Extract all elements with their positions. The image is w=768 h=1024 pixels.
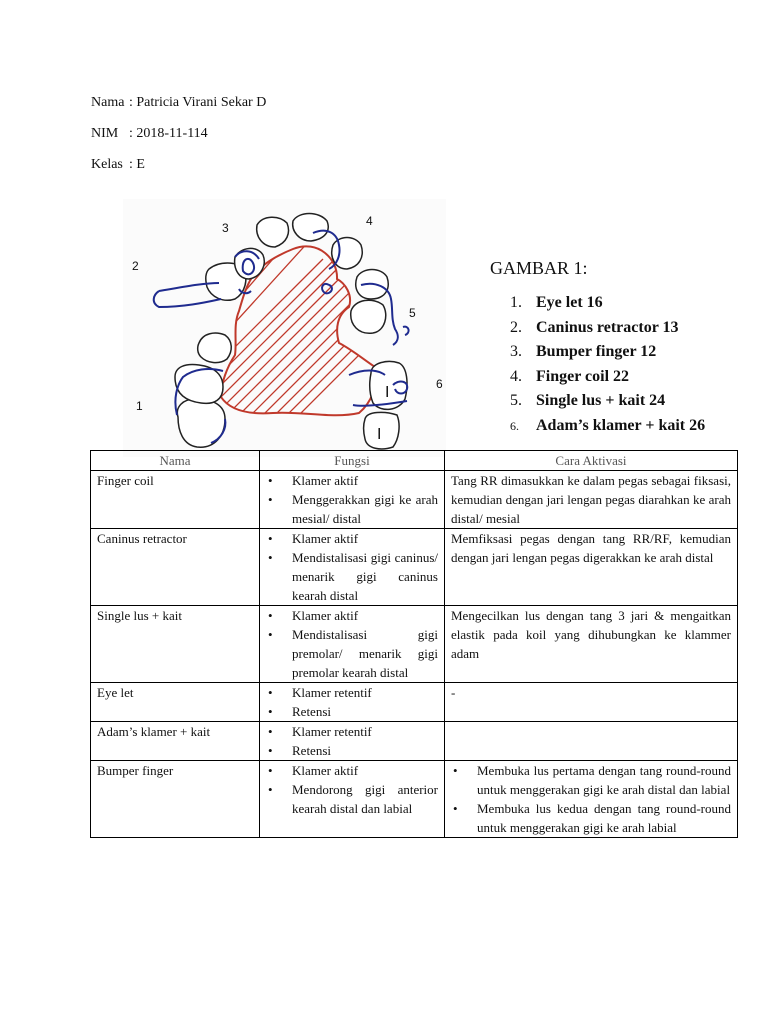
cell-fungsi xyxy=(260,471,445,529)
kelas-value: : E xyxy=(129,157,145,172)
kelas-line xyxy=(91,157,145,173)
figure-label-3: 3 xyxy=(222,221,229,235)
gambar-item xyxy=(510,414,705,439)
tooth-mark-2: I xyxy=(377,426,382,443)
fungsi-item: • Menggerakkan gigi ke arah mesial/ distal xyxy=(266,490,438,528)
fungsi-item: • Mendistalisasi gigi premolar/ menarik gigi premolar kearah distal xyxy=(266,625,438,682)
aktivasi-text: Mengecilkan lus dengan tang 3 jari & mengaitkan elastik pada koil yang dihubungkan ke klammer adam xyxy=(451,608,731,661)
gambar-item-text: Caninus retractor 13 xyxy=(536,318,679,336)
table-row xyxy=(91,606,738,683)
nama-label: Nama xyxy=(91,95,125,110)
gambar-item-text: Bumper finger 12 xyxy=(536,343,657,360)
fungsi-item: • Klamer aktif xyxy=(266,606,438,625)
gambar-item-number: 3. xyxy=(510,343,522,360)
nim-label: NIM xyxy=(91,126,119,141)
table-row xyxy=(91,471,738,529)
column-header-fungsi: Fungsi xyxy=(260,451,445,471)
gambar-item xyxy=(510,389,705,414)
aktivasi-item: • Membuka lus kedua dengan tang round-round untuk menggerakan gigi ke arah labial xyxy=(451,799,731,837)
aktivasi-text: - xyxy=(451,685,456,700)
aktivasi-item: • Membuka lus pertama dengan tang round-round untuk menggerakan gigi ke arah distal dan labial xyxy=(451,761,731,799)
fungsi-item: • Klamer aktif xyxy=(266,471,438,490)
gambar-item-text: Eye let 16 xyxy=(536,294,603,311)
gambar-item-text: Single lus + kait 24 xyxy=(536,392,666,409)
cell-aktivasi xyxy=(445,606,738,683)
cell-fungsi xyxy=(260,761,445,838)
gambar-item-number: 2. xyxy=(510,318,522,336)
fungsi-item: • Klamer retentif xyxy=(266,722,438,741)
gambar-item-number: 6. xyxy=(510,418,519,433)
fungsi-item: • Klamer aktif xyxy=(266,761,438,780)
nim-value: : 2018-11-114 xyxy=(129,126,208,141)
gambar-item-number: 1. xyxy=(510,294,522,311)
nim-line xyxy=(91,126,208,142)
gambar-item xyxy=(510,365,705,390)
cell-fungsi xyxy=(260,722,445,761)
table-row xyxy=(91,761,738,838)
gambar-item xyxy=(510,291,705,316)
tooth-mark-1: I xyxy=(385,384,390,401)
fungsi-item: • Klamer retentif xyxy=(266,683,438,702)
gambar-item-text: Adam’s klamer + kait 26 xyxy=(536,416,706,434)
figure-label-4: 4 xyxy=(366,214,373,228)
gambar-item-text: Finger coil 22 xyxy=(536,367,630,385)
table-header-row xyxy=(91,451,738,471)
gambar-item xyxy=(510,316,705,341)
nama-value: : Patricia Virani Sekar D xyxy=(129,95,267,110)
gambar-title: GAMBAR 1: xyxy=(490,258,588,278)
fungsi-item: • Mendistalisasi gigi caninus/ menarik gigi caninus kearah distal xyxy=(266,548,438,605)
cell-aktivasi xyxy=(445,761,738,838)
fungsi-item: • Retensi xyxy=(266,702,438,721)
cell-nama: Eye let xyxy=(91,683,260,722)
cell-nama: Caninus retractor xyxy=(91,529,260,606)
gambar-item-number: 5. xyxy=(510,392,522,409)
cell-fungsi xyxy=(260,529,445,606)
figure-label-1: 1 xyxy=(136,399,143,413)
column-header-nama: Nama xyxy=(91,451,260,471)
gambar-list xyxy=(510,291,705,438)
orthodontic-appliance-drawing xyxy=(123,199,446,457)
table-row xyxy=(91,529,738,606)
figure-label-6: 6 xyxy=(436,377,443,391)
cell-nama: Single lus + kait xyxy=(91,606,260,683)
cell-nama: Finger coil xyxy=(91,471,260,529)
kelas-label: Kelas xyxy=(91,157,123,172)
fungsi-item: • Mendorong gigi anterior kearah distal dan labial xyxy=(266,780,438,818)
aktivasi-text: Memfiksasi pegas dengan tang RR/RF, kemudian dengan jari lengan pegas digerakkan ke arah distal xyxy=(451,531,731,565)
fungsi-item: • Klamer aktif xyxy=(266,529,438,548)
cell-fungsi xyxy=(260,683,445,722)
cell-aktivasi xyxy=(445,683,738,722)
figure-label-5: 5 xyxy=(409,306,416,320)
table-row xyxy=(91,722,738,761)
table-row xyxy=(91,683,738,722)
cell-nama: Bumper finger xyxy=(91,761,260,838)
nama-line xyxy=(91,95,266,111)
cell-aktivasi xyxy=(445,722,738,761)
cell-aktivasi xyxy=(445,529,738,606)
appliance-table xyxy=(90,450,738,838)
cell-nama: Adam’s klamer + kait xyxy=(91,722,260,761)
column-header-aktivasi: Cara Aktivasi xyxy=(445,451,738,471)
fungsi-item: • Retensi xyxy=(266,741,438,760)
figure-label-2: 2 xyxy=(132,259,139,273)
aktivasi-text: Tang RR dimasukkan ke dalam pegas sebagai fiksasi, kemudian dengan jari lengan pegas diarahkan ke arah distal/ mesial xyxy=(451,473,731,526)
cell-aktivasi xyxy=(445,471,738,529)
gambar-item-number: 4. xyxy=(510,367,522,385)
gambar-item xyxy=(510,340,705,365)
cell-fungsi xyxy=(260,606,445,683)
